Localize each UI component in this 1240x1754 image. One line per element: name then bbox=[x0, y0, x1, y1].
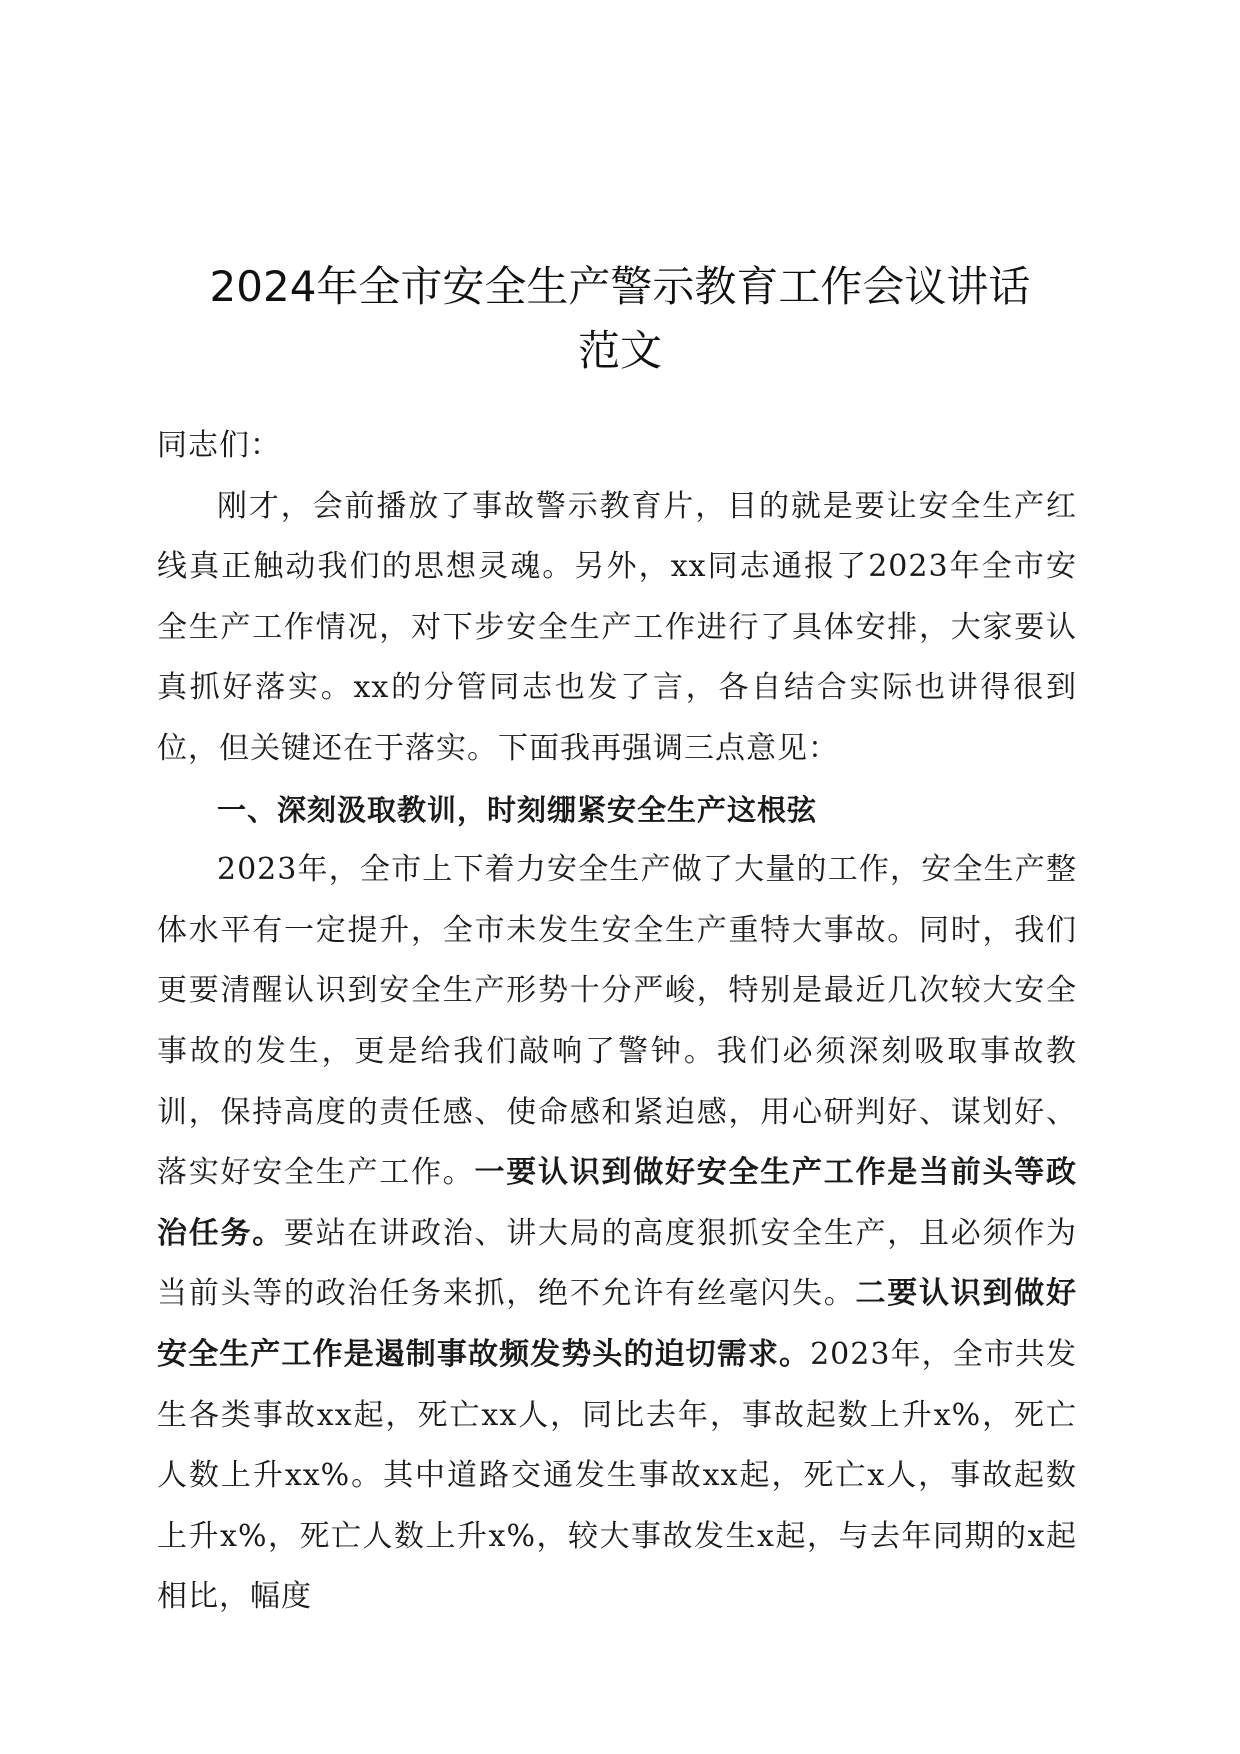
section-1-text-a: 2023年，全市上下着力安全生产做了大量的工作，安全生产整体水平有一定提升，全市未发生安全生产重特大事故。同时，我们更要清醒认识到安全生产形势十分严峻，特别是最近几次较大安全事故的发生，更是给我们敲响了警钟。我们必须深刻吸取事故教训，保持高度的责任感、使命感和紧迫感，用心研判好、谋划好、落实好安全生产工作。 bbox=[157, 852, 1077, 1191]
section-1-bold-point-1: 一要认识到做好安全生产工作是当前头等政治任务。 bbox=[157, 1155, 1077, 1251]
title-line-1: 2024年全市安全生产警示教育工作会议讲话 bbox=[209, 262, 1031, 311]
document-title bbox=[140, 255, 1100, 383]
document-body bbox=[157, 416, 1077, 1628]
title-line-2: 范文 bbox=[577, 326, 662, 375]
section-1-text-b: 要站在讲政治、讲大局的高度狠抓安全生产，且必须作为当前头等的政治任务来抓，绝不允许有丝毫闪失。 bbox=[157, 1215, 1077, 1312]
section-1-bold-point-2: 二要认识到做好安全生产工作是遏制事故频发势头的迫切需求。 bbox=[157, 1276, 1077, 1372]
section-1-text-c: 2023年，全市共发生各类事故xx起，死亡xx人，同比去年，事故起数上升x%，死亡人数上升xx%。其中道路交通发生事故xx起，死亡x人，事故起数上升x%，死亡人数上升x%，较大事故发生x起，与去年同期的x起相比，幅度 bbox=[157, 1336, 1077, 1615]
intro-paragraph: 刚才，会前播放了事故警示教育片，目的就是要让安全生产红线真正触动我们的思想灵魂。另外，xx同志通报了2023年全市安全生产工作情况，对下步安全生产工作进行了具体安排，大家要认真抓好落实。xx的分管同志也发了言，各自结合实际也讲得很到位，但关键还在于落实。下面我再强调三点意见： bbox=[157, 488, 1077, 766]
section-heading-1: 一、深刻汲取教训，时刻绷紧安全生产这根弦 bbox=[217, 792, 818, 827]
section-1-paragraph bbox=[157, 840, 1077, 1628]
salutation: 同志们： bbox=[157, 428, 281, 463]
